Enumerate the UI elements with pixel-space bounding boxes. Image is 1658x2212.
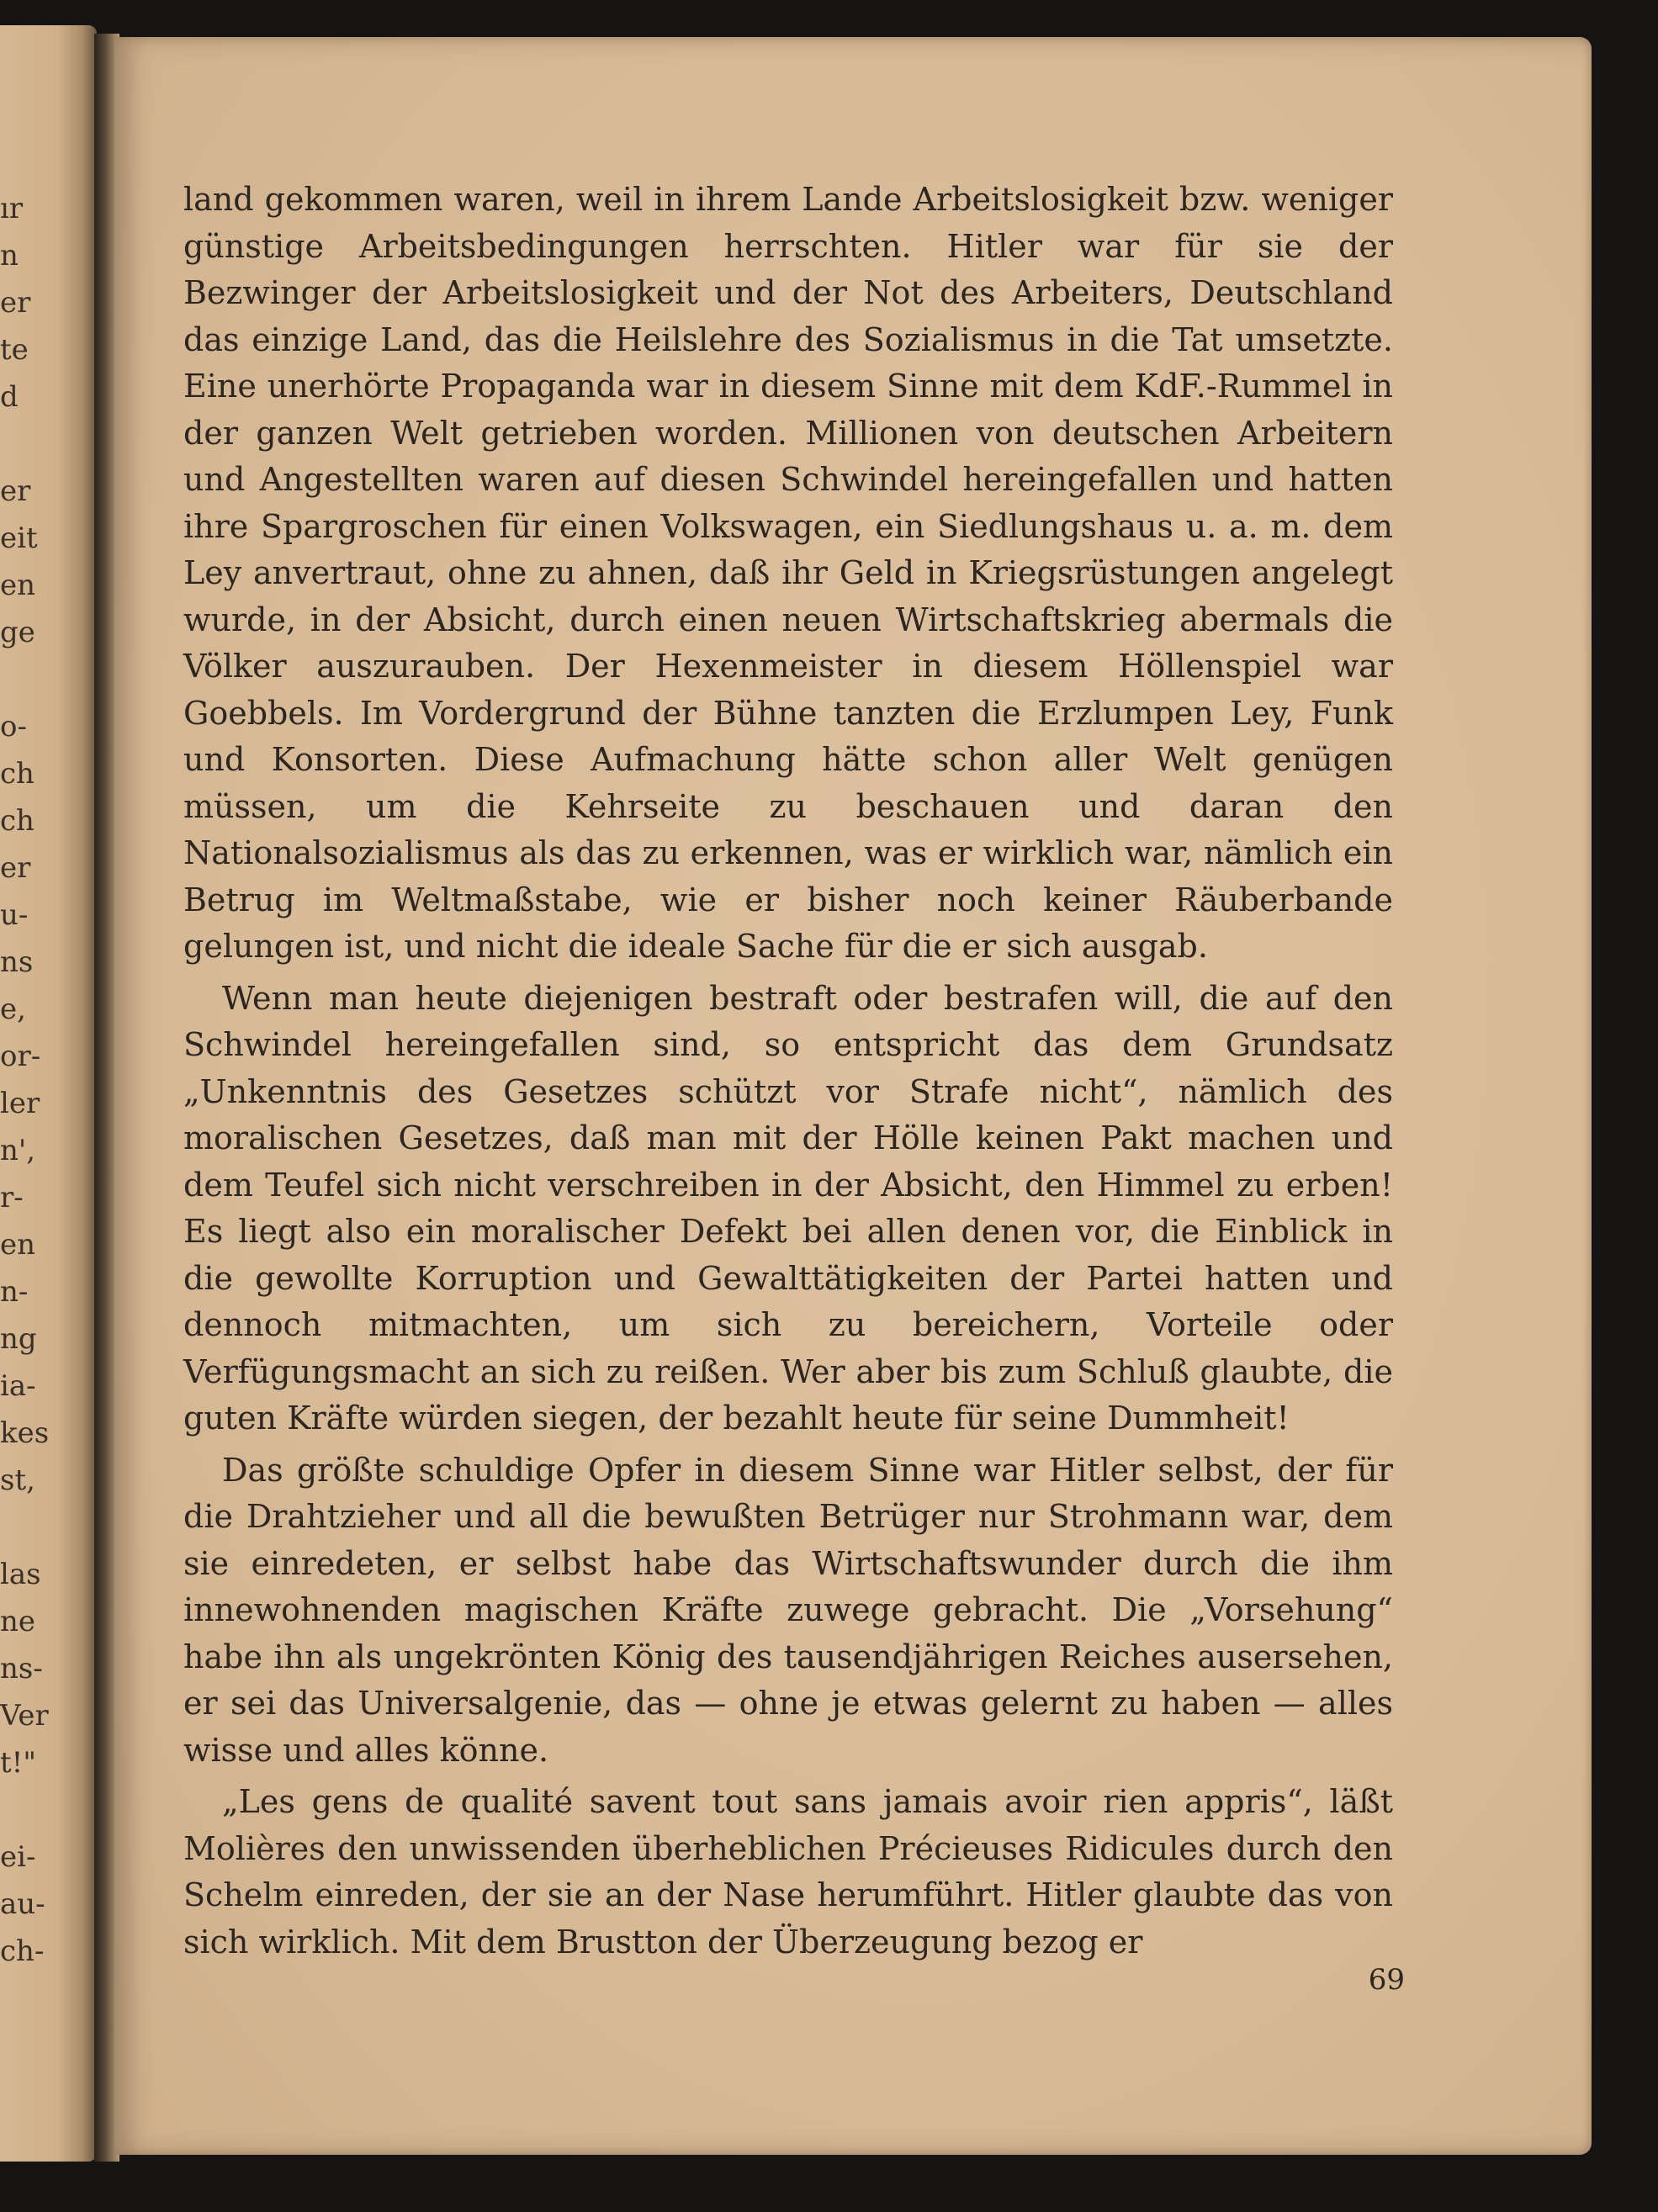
left-fragment: or-: [0, 1040, 41, 1073]
left-fragment: au-: [0, 1887, 45, 1921]
paragraph-2: Wenn man heute diejenigen bestraft oder bestrafen will, die auf den Schwindel hereingefallen sind, so entspricht das dem Grundsatz „Unkenntnis des Gesetzes schützt vor Strafe nicht“, nämlich des moralischen Gesetzes, daß man mit der Hölle keinen Pakt machen und dem Teufel sich nicht verschreiben in der Absicht, den Himmel zu erben! Es liegt also ein moralischer Defekt bei allen denen vor, die Einblick in die gewollte Korruption und Gewalttätigkeiten der Partei hatten und dennoch mitmachten, um sich zu bereichern, Vorteile oder Verfügungsmacht an sich zu reißen. Wer aber bis zum Schluß glaubte, die guten Kräfte würden siegen, der bezahlt heute für seine Dummheit!: [183, 979, 1393, 1437]
left-fragment: o-: [0, 710, 27, 744]
paragraph-3: Das größte schuldige Opfer in diesem Sinne war Hitler selbst, der für die Drahtzieher und all die bewußten Betrüger nur Strohmann war, dem sie einredeten, er selbst habe das Wirtschaftswunder durch die ihm innewohnenden magischen Kräfte zuwege gebracht. Die „Vorsehung“ habe ihn als ungekrönten König des tausendjährigen Reiches ausersehen, er sei das Universalgenie, das — ohne je etwas gelernt zu haben — alles wisse und alles könne.: [183, 1451, 1393, 1769]
left-page-text-fragments: [0, 185, 49, 1975]
page-number: 69: [1368, 1963, 1405, 1997]
left-fragment: ns: [0, 945, 34, 979]
left-fragment: e,: [0, 992, 26, 1026]
left-fragment: n',: [0, 1134, 36, 1167]
left-fragment: ne: [0, 1605, 36, 1638]
left-fragment: er: [0, 286, 31, 320]
left-fragment: te: [0, 333, 29, 367]
left-fragment: t!": [0, 1746, 36, 1780]
left-fragment: en: [0, 1228, 36, 1262]
left-fragment: ler: [0, 1087, 40, 1120]
left-fragment: er: [0, 474, 31, 508]
left-fragment: r-: [0, 1181, 24, 1214]
left-fragment: ge: [0, 616, 35, 649]
left-fragment: Ver: [0, 1699, 49, 1733]
left-fragment: n: [0, 239, 19, 273]
left-fragment: er: [0, 851, 31, 885]
left-fragment: en: [0, 569, 36, 602]
left-fragment: ns-: [0, 1652, 43, 1685]
left-fragment: [0, 421, 49, 468]
paragraph-1: land gekommen waren, weil in ihrem Lande Arbeitslosigkeit bzw. weniger günstige Arbeitsbedingungen herrschten. Hitler war für sie der Bezwinger der Arbeitslosigkeit und der Not des Arbeiters, Deutschland das einzige Land, das die Heilslehre des Sozialismus in die Tat umsetzte. Eine unerhörte Propaganda war in diesem Sinne mit dem KdF.-Rummel in der ganzen Welt getrieben worden. Millionen von deutschen Arbeitern und Angestellten waren auf diesen Schwindel hereingefallen und hatten ihre Spargroschen für einen Volkswagen, ein Siedlungshaus u. a. m. dem Ley anvertraut, ohne zu ahnen, daß ihr Geld in Kriegsrüstungen angelegt wurde, in der Absicht, durch einen neuen Wirtschaftskrieg abermals die Völker auszurauben. Der Hexenmeister in diesem Höllenspiel war Goebbels. Im Vordergrund der Bühne tanzten die Erzlumpen Ley, Funk und Konsorten. Diese Aufmachung hätte schon aller Welt genügen müssen, um die Kehrseite zu beschauen und daran den Nationalsozialismus als das zu erkennen, was er wirklich war, nämlich ein Betrug im Weltmaßstabe, wie er bisher noch keiner Räuberbande gelungen ist, und nicht die ideale Sache für die er sich ausgab.: [183, 181, 1393, 965]
page-body-text: [183, 177, 1393, 1971]
left-fragment: eit: [0, 521, 38, 555]
left-fragment: ch: [0, 804, 34, 838]
left-fragment: ır: [0, 192, 24, 225]
left-fragment: ch-: [0, 1934, 45, 1968]
left-fragment: kes: [0, 1416, 50, 1450]
left-fragment: [0, 1786, 49, 1834]
left-fragment: [0, 656, 49, 703]
left-fragment: las: [0, 1558, 41, 1591]
left-fragment: n-: [0, 1275, 29, 1309]
paragraph-4: „Les gens de qualité savent tout sans jamais avoir rien appris“, läßt Molières den unwissenden überheblichen Précieuses Ridicules durch den Schelm einreden, der sie an der Nase herumführt. Hitler glaubte das von sich wirklich. Mit dem Brustton der Überzeugung bezog er: [183, 1783, 1393, 1961]
left-fragment: st,: [0, 1463, 35, 1497]
left-fragment: ch: [0, 757, 34, 791]
left-fragment: ei-: [0, 1840, 36, 1874]
book-page: [114, 37, 1592, 2155]
left-fragment: ia-: [0, 1369, 36, 1403]
left-fragment: d: [0, 380, 19, 414]
left-fragment: [0, 1504, 49, 1551]
left-fragment: ng: [0, 1322, 37, 1356]
left-fragment: u-: [0, 898, 29, 932]
left-page-edge: [0, 25, 97, 2162]
